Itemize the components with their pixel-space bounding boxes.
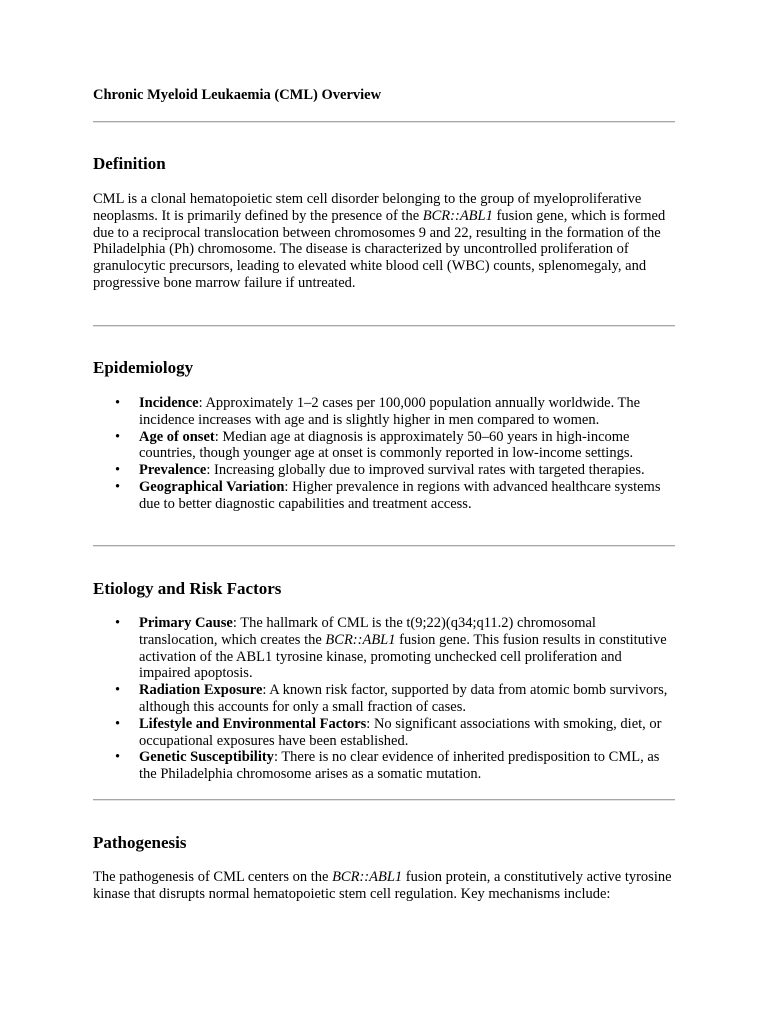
list-item-term: Incidence bbox=[139, 395, 199, 411]
section-divider bbox=[93, 799, 675, 801]
list-item-term: Lifestyle and Environmental Factors bbox=[139, 715, 367, 732]
pathogenesis-text-1: The pathogenesis of CML centers on the bbox=[93, 869, 333, 885]
definition-heading: Definition bbox=[93, 154, 166, 173]
bullet-icon: • bbox=[115, 478, 121, 495]
list-item-text: : Approximately 1–2 cases per 100,000 population annually worldwide. The incidence increases with age and is slightly higher in men compared to women. bbox=[139, 395, 641, 428]
list-item-text: fusion gene. This fusion results in constitutive activation of the ABL1 tyrosine kinase, promoting unchecked cell proliferation and impaired apoptosis. bbox=[139, 631, 667, 682]
list-item-text: : There is no clear evidence of inherited predisposition to CML, as the Philadelphia chromosome arises as a somatic mutation. bbox=[139, 749, 660, 783]
list-item-text: : No significant associations with smoking, diet, or occupational exposures have been established. bbox=[139, 715, 662, 749]
list-item bbox=[93, 479, 675, 513]
definition-text-2: fusion gene, which is formed due to a reciprocal translocation between chromosomes 9 and 22, resulting in the formation of the Philadelphia (Ph) chromosome. The disease is characterized by uncontrolled proliferation of granulocytic precursors, leading to elevated white blood cell (WBC) counts, splenomegaly, and progressive bone marrow failure if untreated. bbox=[93, 207, 666, 291]
bullet-icon: • bbox=[115, 428, 121, 445]
bullet-icon: • bbox=[115, 682, 121, 699]
list-item bbox=[93, 429, 675, 463]
list-item-text: : A known risk factor, supported by data from atomic bomb survivors, although this accounts for only a small fraction of cases. bbox=[139, 682, 668, 715]
section-divider bbox=[93, 325, 675, 327]
list-item-text: : Higher prevalence in regions with advanced healthcare systems due to better diagnostic capabilities and treatment access. bbox=[139, 478, 661, 512]
list-item-text: : Increasing globally due to improved survival rates with targeted therapies. bbox=[206, 462, 645, 479]
section-divider bbox=[93, 545, 675, 547]
list-item-term: Prevalence bbox=[139, 462, 207, 479]
epidemiology-list bbox=[93, 395, 675, 513]
etiology-list bbox=[93, 615, 675, 783]
list-item-term: Age of onset bbox=[139, 428, 215, 445]
bullet-icon: • bbox=[115, 749, 121, 766]
list-item-gene: BCR::ABL1 bbox=[325, 631, 396, 648]
section-divider bbox=[93, 121, 675, 123]
definition-paragraph bbox=[93, 191, 675, 292]
list-item-text: : Median age at diagnosis is approximately 50–60 years in high-income countries, though younger age at onset is commonly reported in low-income settings. bbox=[139, 428, 634, 462]
definition-text-1: CML is a clonal hematopoietic stem cell disorder belonging to the group of myeloproliferative neoplasms. It is primarily defined by the presence of the bbox=[93, 191, 642, 224]
pathogenesis-paragraph bbox=[93, 869, 675, 903]
pathogenesis-gene: BCR::ABL1 bbox=[332, 869, 403, 885]
etiology-heading: Etiology and Risk Factors bbox=[93, 579, 282, 598]
list-item-term: Geographical Variation bbox=[139, 478, 285, 495]
bullet-icon: • bbox=[115, 715, 121, 732]
list-item bbox=[93, 615, 675, 682]
list-item-term: Genetic Susceptibility bbox=[139, 749, 274, 766]
list-item bbox=[93, 716, 675, 750]
bullet-icon: • bbox=[115, 462, 121, 479]
bullet-icon: • bbox=[115, 395, 121, 411]
list-item-text: : The hallmark of CML is the t(9;22)(q34;q11.2) chromosomal translocation, which creates the bbox=[139, 615, 596, 648]
list-item-term: Radiation Exposure bbox=[139, 682, 263, 699]
epidemiology-heading: Epidemiology bbox=[93, 358, 194, 377]
document-title: Chronic Myeloid Leukaemia (CML) Overview bbox=[93, 87, 382, 103]
list-item bbox=[93, 462, 675, 479]
definition-gene: BCR::ABL1 bbox=[422, 207, 493, 224]
list-item bbox=[93, 682, 675, 716]
list-item bbox=[93, 749, 675, 783]
bullet-icon: • bbox=[115, 615, 121, 631]
list-item-term: Primary Cause bbox=[139, 615, 233, 631]
pathogenesis-text-2: fusion protein, a constitutively active tyrosine kinase that disrupts normal hematopoietic stem cell regulation. Key mechanisms include: bbox=[93, 869, 672, 902]
pathogenesis-heading: Pathogenesis bbox=[93, 833, 187, 852]
list-item bbox=[93, 395, 675, 429]
